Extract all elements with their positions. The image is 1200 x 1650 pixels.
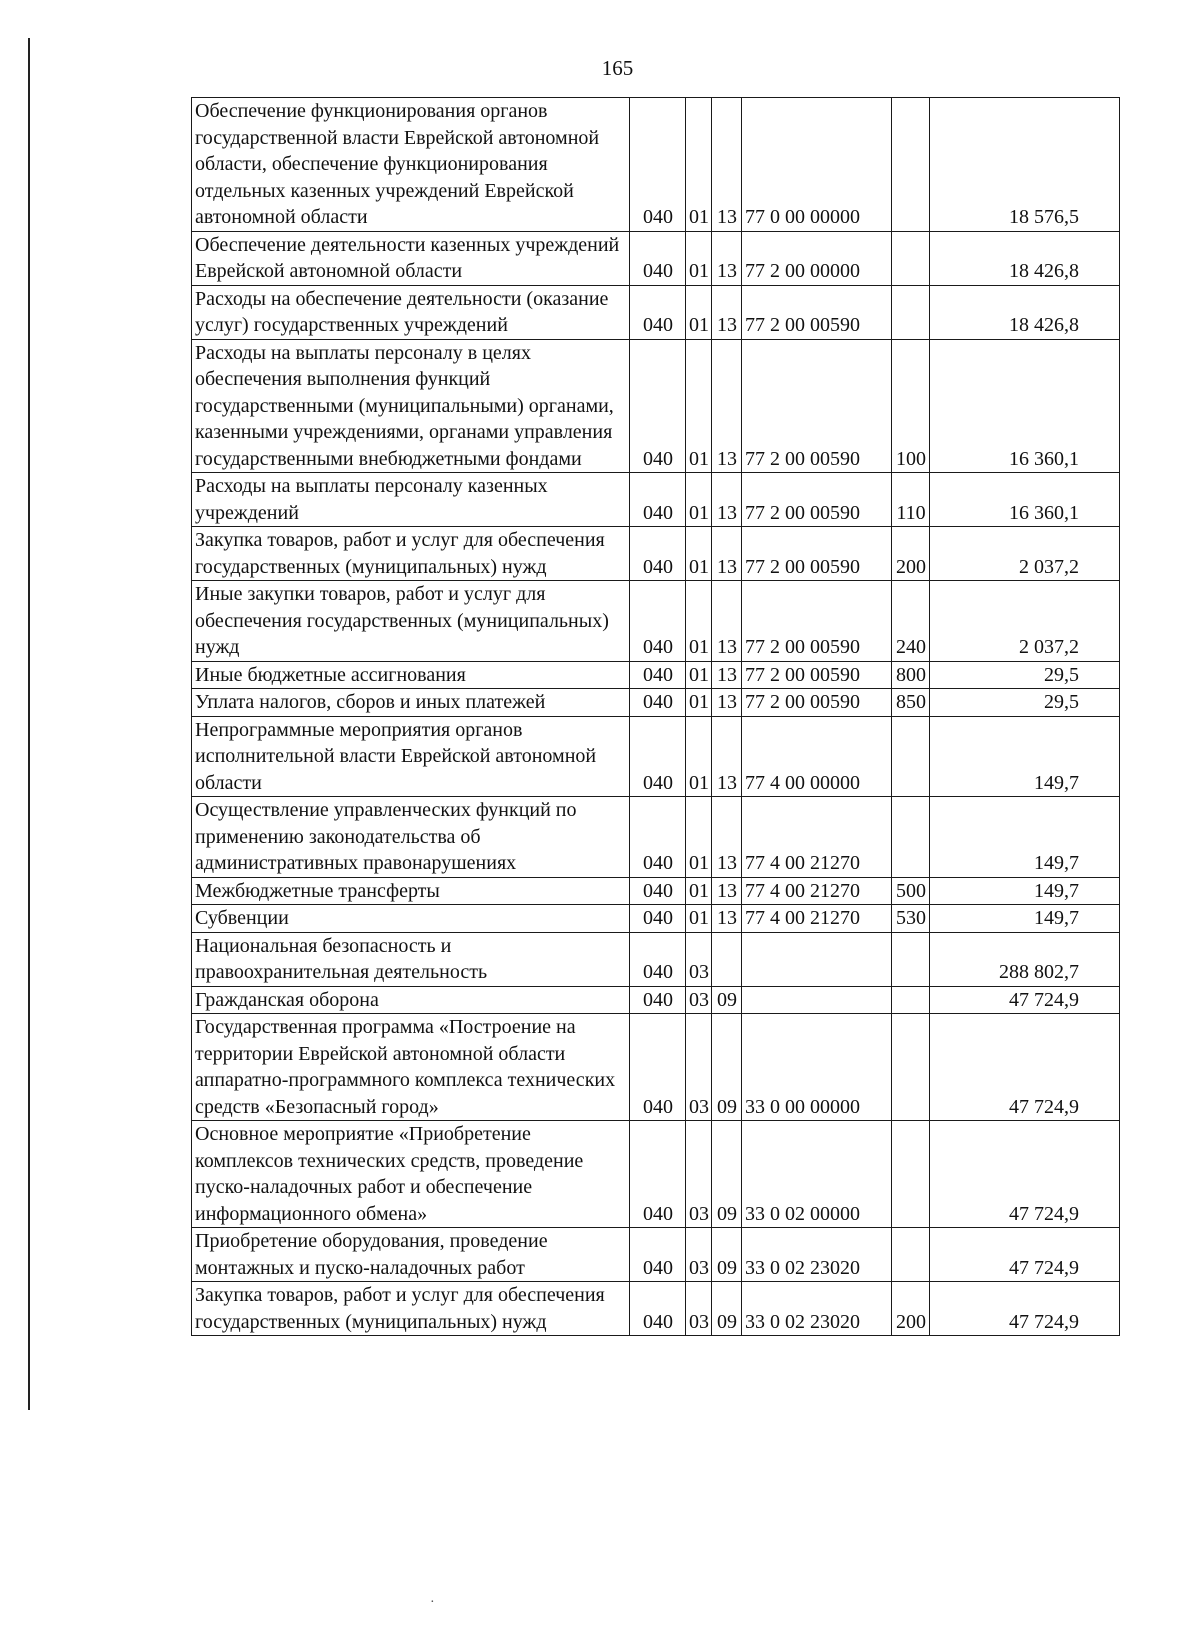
item-name: Иные закупки товаров, работ и услуг для обеспечения государственных (муниципальных) нужд <box>192 581 630 662</box>
subsection-code: 13 <box>712 797 742 878</box>
table-row <box>192 1282 1120 1336</box>
target-article-code: 77 2 00 00590 <box>742 581 892 662</box>
expense-type-code: 100 <box>892 339 930 473</box>
ministry-code: 040 <box>630 905 686 933</box>
subsection-code: 09 <box>712 1121 742 1228</box>
section-code: 01 <box>686 689 712 717</box>
item-name: Межбюджетные трансферты <box>192 877 630 905</box>
amount: 149,7 <box>930 877 1120 905</box>
subsection-code: 13 <box>712 581 742 662</box>
section-code: 01 <box>686 581 712 662</box>
expense-type-code <box>892 1228 930 1282</box>
subsection-code: 13 <box>712 98 742 232</box>
section-code: 01 <box>686 527 712 581</box>
amount: 29,5 <box>930 689 1120 717</box>
section-code: 01 <box>686 905 712 933</box>
ministry-code: 040 <box>630 1228 686 1282</box>
ministry-code: 040 <box>630 339 686 473</box>
expense-type-code: 530 <box>892 905 930 933</box>
item-name: Расходы на выплаты персоналу казенных учреждений <box>192 473 630 527</box>
subsection-code: 13 <box>712 716 742 797</box>
expense-type-code <box>892 1121 930 1228</box>
ministry-code: 040 <box>630 473 686 527</box>
item-name: Обеспечение функционирования органов государственной власти Еврейской автономной области, обеспечение функционирования отдельных казенных учреждений Еврейской автономной области <box>192 98 630 232</box>
item-name: Расходы на выплаты персоналу в целях обеспечения выполнения функций государственными (муниципальными) органами, казенными учреждениями, органами управления государственными внебюджетными фондами <box>192 339 630 473</box>
expense-type-code: 200 <box>892 1282 930 1336</box>
amount: 149,7 <box>930 905 1120 933</box>
ministry-code: 040 <box>630 932 686 986</box>
expense-type-code <box>892 716 930 797</box>
section-code: 01 <box>686 877 712 905</box>
section-code: 03 <box>686 1014 712 1121</box>
section-code: 03 <box>686 932 712 986</box>
subsection-code: 09 <box>712 1228 742 1282</box>
section-code: 01 <box>686 285 712 339</box>
item-name: Закупка товаров, работ и услуг для обеспечения государственных (муниципальных) нужд <box>192 527 630 581</box>
item-name: Уплата налогов, сборов и иных платежей <box>192 689 630 717</box>
expense-type-code: 500 <box>892 877 930 905</box>
amount: 18 426,8 <box>930 231 1120 285</box>
ministry-code: 040 <box>630 231 686 285</box>
amount: 47 724,9 <box>930 1282 1120 1336</box>
subsection-code: 09 <box>712 1282 742 1336</box>
item-name: Осуществление управленческих функций по применению законодательства об административных правонарушениях <box>192 797 630 878</box>
ministry-code: 040 <box>630 581 686 662</box>
table-row <box>192 1014 1120 1121</box>
amount: 149,7 <box>930 797 1120 878</box>
item-name: Обеспечение деятельности казенных учреждений Еврейской автономной области <box>192 231 630 285</box>
amount: 16 360,1 <box>930 473 1120 527</box>
amount: 288 802,7 <box>930 932 1120 986</box>
expense-type-code: 800 <box>892 661 930 689</box>
ministry-code: 040 <box>630 689 686 717</box>
expense-type-code <box>892 986 930 1014</box>
item-name: Государственная программа «Построение на территории Еврейской автономной области аппаратно-программного комплекса технических средств «Безопасный город» <box>192 1014 630 1121</box>
ministry-code: 040 <box>630 527 686 581</box>
section-code: 01 <box>686 716 712 797</box>
item-name: Закупка товаров, работ и услуг для обеспечения государственных (муниципальных) нужд <box>192 1282 630 1336</box>
expense-type-code: 240 <box>892 581 930 662</box>
amount: 47 724,9 <box>930 1121 1120 1228</box>
item-name: Иные бюджетные ассигнования <box>192 661 630 689</box>
expense-type-code <box>892 285 930 339</box>
subsection-code: 13 <box>712 689 742 717</box>
target-article-code: 33 0 02 23020 <box>742 1282 892 1336</box>
subsection-code: 13 <box>712 473 742 527</box>
item-name: Субвенции <box>192 905 630 933</box>
ministry-code: 040 <box>630 797 686 878</box>
section-code: 01 <box>686 661 712 689</box>
amount: 47 724,9 <box>930 1014 1120 1121</box>
target-article-code: 77 2 00 00590 <box>742 661 892 689</box>
ministry-code: 040 <box>630 285 686 339</box>
section-code: 03 <box>686 1228 712 1282</box>
table-row <box>192 527 1120 581</box>
table-row <box>192 905 1120 933</box>
ministry-code: 040 <box>630 1282 686 1336</box>
target-article-code: 77 4 00 00000 <box>742 716 892 797</box>
amount: 149,7 <box>930 716 1120 797</box>
table-row <box>192 797 1120 878</box>
ministry-code: 040 <box>630 1121 686 1228</box>
ministry-code: 040 <box>630 661 686 689</box>
expense-type-code <box>892 98 930 232</box>
item-name: Приобретение оборудования, проведение монтажных и пуско-наладочных работ <box>192 1228 630 1282</box>
ministry-code: 040 <box>630 716 686 797</box>
item-name: Непрограммные мероприятия органов исполнительной власти Еврейской автономной области <box>192 716 630 797</box>
expense-type-code <box>892 932 930 986</box>
subsection-code: 13 <box>712 339 742 473</box>
subsection-code: 13 <box>712 877 742 905</box>
table-row <box>192 581 1120 662</box>
section-code: 03 <box>686 1282 712 1336</box>
table-row <box>192 231 1120 285</box>
table-row <box>192 661 1120 689</box>
target-article-code: 77 2 00 00590 <box>742 285 892 339</box>
target-article-code <box>742 986 892 1014</box>
subsection-code: 13 <box>712 231 742 285</box>
ministry-code: 040 <box>630 986 686 1014</box>
table-row <box>192 339 1120 473</box>
item-name: Основное мероприятие «Приобретение комплексов технических средств, проведение пуско-наладочных работ и обеспечение информационного обмена» <box>192 1121 630 1228</box>
subsection-code: 13 <box>712 527 742 581</box>
target-article-code: 77 4 00 21270 <box>742 877 892 905</box>
section-code: 03 <box>686 986 712 1014</box>
section-code: 03 <box>686 1121 712 1228</box>
expense-type-code: 110 <box>892 473 930 527</box>
amount: 2 037,2 <box>930 527 1120 581</box>
target-article-code: 77 2 00 00590 <box>742 527 892 581</box>
scan-speck: · <box>430 1595 435 1610</box>
subsection-code: 13 <box>712 285 742 339</box>
target-article-code: 77 2 00 00590 <box>742 473 892 527</box>
expense-type-code <box>892 1014 930 1121</box>
table-row <box>192 932 1120 986</box>
item-name: Расходы на обеспечение деятельности (оказание услуг) государственных учреждений <box>192 285 630 339</box>
budget-table <box>191 97 1120 1336</box>
target-article-code: 33 0 00 00000 <box>742 1014 892 1121</box>
item-name: Национальная безопасность и правоохранительная деятельность <box>192 932 630 986</box>
target-article-code: 77 4 00 21270 <box>742 905 892 933</box>
section-code: 01 <box>686 339 712 473</box>
subsection-code: 13 <box>712 905 742 933</box>
section-code: 01 <box>686 98 712 232</box>
target-article-code: 77 2 00 00590 <box>742 689 892 717</box>
subsection-code: 09 <box>712 1014 742 1121</box>
amount: 18 576,5 <box>930 98 1120 232</box>
table-row <box>192 689 1120 717</box>
target-article-code: 77 2 00 00590 <box>742 339 892 473</box>
table-row <box>192 1121 1120 1228</box>
expense-type-code: 200 <box>892 527 930 581</box>
expense-type-code <box>892 797 930 878</box>
section-code: 01 <box>686 231 712 285</box>
amount: 2 037,2 <box>930 581 1120 662</box>
left-margin-rule <box>28 38 30 1410</box>
subsection-code <box>712 932 742 986</box>
expense-type-code: 850 <box>892 689 930 717</box>
expense-type-code <box>892 231 930 285</box>
page-number: 165 <box>601 56 634 80</box>
target-article-code <box>742 932 892 986</box>
target-article-code: 77 0 00 00000 <box>742 98 892 232</box>
ministry-code: 040 <box>630 877 686 905</box>
target-article-code: 33 0 02 23020 <box>742 1228 892 1282</box>
section-code: 01 <box>686 473 712 527</box>
amount: 47 724,9 <box>930 1228 1120 1282</box>
amount: 16 360,1 <box>930 339 1120 473</box>
ministry-code: 040 <box>630 98 686 232</box>
amount: 29,5 <box>930 661 1120 689</box>
table-row <box>192 1228 1120 1282</box>
section-code: 01 <box>686 797 712 878</box>
subsection-code: 13 <box>712 661 742 689</box>
target-article-code: 77 4 00 21270 <box>742 797 892 878</box>
amount: 47 724,9 <box>930 986 1120 1014</box>
table-row <box>192 473 1120 527</box>
table-row <box>192 716 1120 797</box>
table-row <box>192 877 1120 905</box>
table-row <box>192 986 1120 1014</box>
target-article-code: 33 0 02 00000 <box>742 1121 892 1228</box>
budget-table-body <box>192 98 1120 1336</box>
table-row <box>192 285 1120 339</box>
ministry-code: 040 <box>630 1014 686 1121</box>
amount: 18 426,8 <box>930 285 1120 339</box>
table-row <box>192 98 1120 232</box>
target-article-code: 77 2 00 00000 <box>742 231 892 285</box>
subsection-code: 09 <box>712 986 742 1014</box>
item-name: Гражданская оборона <box>192 986 630 1014</box>
